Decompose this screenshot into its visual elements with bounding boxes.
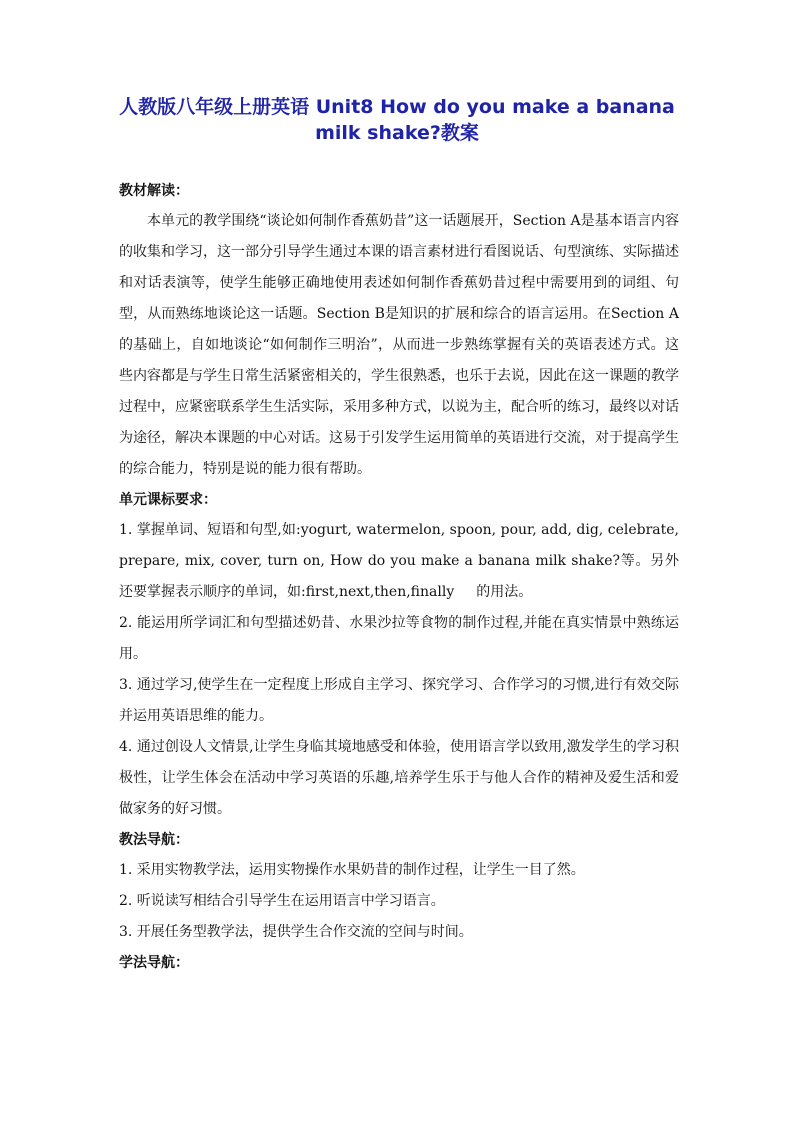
heading-teaching-method: 教法导航： [119, 832, 189, 848]
teaching-method-item-1: 1. 采用实物教学法，运用实物操作水果奶昔的制作过程，让学生一目了然。 [119, 862, 585, 878]
heading-unit-requirements: 单元课标要求： [119, 492, 217, 508]
document-title [100, 94, 694, 146]
heading-textbook-analysis: 教材解读： [119, 183, 189, 199]
requirement-item-3: 3. 通过学习,使学生在一定程度上形成自主学习、探究学习、合作学习的习惯,进行有效交际并运用英语思维的能力。 [119, 677, 679, 724]
textbook-analysis-paragraph: 本单元的教学围绕“谈论如何制作香蕉奶昔”这一话题展开，Section A是基本语言内容的收集和学习，这一部分引导学生通过本课的语言素材进行看图说话、句型演练、实际描述和对话表演等，使学生能够正确地使用表述如何制作香蕉奶昔过程中需要用到的词组、句型，从而熟练地谈论这一话题。Section B是知识的扩展和综合的语言运用。在Section A的基础上，自如地谈论“如何制作三明治”，从而进一步熟练掌握有关的英语表述方式。这些内容都是与学生日常生活紧密相关的，学生很熟悉，也乐于去说，因此在这一课题的教学过程中，应紧密联系学生生活实际，采用多种方式，以说为主，配合听的练习，最终以对话为途径，解决本课题的中心对话。这易于引发学生运用简单的英语进行交流，对于提高学生的综合能力，特别是说的能力很有帮助。 [119, 213, 679, 477]
requirement-item-1 [119, 515, 679, 608]
requirement-item-1-main: 1. 掌握单词、短语和句型,如:yogurt, watermelon, spoon, pour, add, dig, celebrate, prepare, mix, cover, turn on, How do you make a banana milk shake?等。另外还要掌握表示顺序的单词，如:first,next,then,finally [119, 522, 679, 600]
requirement-item-4: 4. 通过创设人文情景,让学生身临其境地感受和体验，使用语言学以致用,激发学生的学习积极性，让学生体会在活动中学习英语的乐趣,培养学生乐于与他人合作的精神及爱生活和爱做家务的好习惯。 [119, 739, 679, 817]
teaching-method-item-3: 3. 开展任务型教学法，提供学生合作交流的空间与时间。 [119, 924, 473, 940]
heading-learning-method: 学法导航： [119, 955, 189, 971]
requirement-item-2: 2. 能运用所学词汇和句型描述奶昔、水果沙拉等食物的制作过程,并能在真实情景中熟练运用。 [119, 615, 679, 662]
requirement-item-1-tail: 的用法。 [476, 584, 533, 600]
title-line-2: milk shake?教案 [315, 122, 479, 144]
document-body [119, 176, 679, 978]
title-line-1: 人教版八年级上册英语 Unit8 How do you make a banana [119, 96, 675, 118]
teaching-method-item-2: 2. 听说读写相结合引导学生在运用语言中学习语言。 [119, 893, 445, 909]
